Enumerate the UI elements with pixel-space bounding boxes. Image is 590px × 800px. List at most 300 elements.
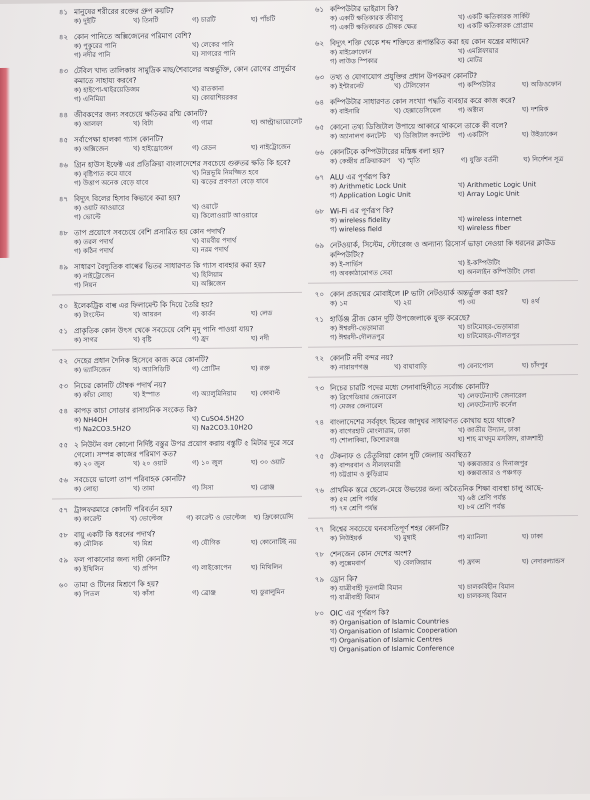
- answer-option: গ) কার্বন: [192, 309, 216, 318]
- answer-option: খ) টেলিফোন: [394, 81, 430, 90]
- options-group: [74, 118, 302, 129]
- question-text: মানুষের শরীরের রক্তের গ্রুপ কয়টি?: [74, 6, 174, 17]
- question-number: ৪৯: [58, 263, 68, 272]
- question: [52, 108, 302, 130]
- question-number: ৪৩: [58, 67, 68, 76]
- question-header: [52, 64, 302, 87]
- question-text: কোন প্রজন্মের মোবাইলে IP ভাটা নেটওয়ার্ক অন্তর্ভুক্ত করা হয়?: [330, 287, 508, 299]
- answer-option: ক) নাইট্রোজেন: [74, 271, 115, 281]
- answer-option: খ) বাঘাবাড়ি: [394, 362, 427, 371]
- question-number: ৫৮: [58, 531, 68, 540]
- answer-option: ঘ) ৮ম শ্রেণি পর্যন্ত: [458, 502, 506, 512]
- question-text: নেটওয়ার্ক, সিস্টেম, স্টোরেজ ও অন্যান্য রিসোর্স ভাড়া নেওয়া কি ধরনের ক্লাউড কম্পিউটিং?: [330, 238, 556, 260]
- question: [52, 133, 302, 155]
- question-header: [52, 438, 302, 461]
- question-number: ৬৮: [314, 207, 324, 216]
- section-divider: [52, 347, 302, 351]
- answer-option: খ) বায়বীয় পদার্থ: [192, 236, 237, 245]
- answer-option: গ) ঈশ্বরদী-দৌলতপুর: [330, 332, 385, 342]
- question-text: কোনটিকে কম্পিউটারের মস্তিষ্ক বলা হয়?: [330, 146, 445, 157]
- section-divider: [52, 292, 302, 296]
- question-text: কাপড় কাচা সোডার রাসায়নিক সংকেত কি?: [74, 404, 198, 416]
- answer-option: ক) ২০ জুল: [74, 459, 105, 469]
- question: [52, 379, 302, 401]
- question-text: ALU এর পূর্ণরূপ কি?: [330, 171, 391, 182]
- question: [52, 192, 302, 223]
- question-number: ৭১: [314, 315, 324, 324]
- answer-option: ক) দুইটি: [74, 16, 96, 26]
- answer-option: খ) আয়রন: [133, 310, 162, 319]
- answer-option: ক) পুকুরের পানি: [74, 41, 117, 51]
- question-text: ইলেকট্রিক বাল্ব এর ফিলামেন্ট কি দিয়ে তৈরি হয়?: [74, 299, 214, 311]
- answer-option: গ) সিসা: [192, 483, 214, 492]
- question: [52, 324, 302, 351]
- question: [52, 64, 302, 105]
- answer-option: ঘ) Na2CO3.10H2O: [192, 423, 253, 432]
- options-group: [74, 236, 302, 256]
- answer-option: ঘ) কোয়াশিয়রকর: [192, 93, 238, 102]
- question-number: ৬১: [314, 5, 324, 14]
- options-group: [74, 414, 302, 434]
- options-group: [330, 297, 578, 309]
- answer-option: খ) তামা: [133, 484, 155, 493]
- options-group: [330, 582, 578, 603]
- answer-option: ক) হাইপো-থাইরয়েডিজম: [74, 85, 140, 95]
- question-number: ৭২: [314, 354, 324, 363]
- question-text: দেহের প্রধান দৈনিক হিসেবে কাজ করে কোনটি?: [74, 354, 209, 366]
- answer-option: গ) Application Logic Unit: [330, 190, 411, 200]
- answer-option: খ) কক্সবাজার ও দিনাজপুর: [458, 459, 528, 469]
- options-group: [330, 80, 578, 92]
- answer-option: গ) এনিমিয়া: [74, 94, 106, 104]
- question-text: নিচের চারটি পদের মধ্যে সেনাবাহিনীতে সর্বোচ্চ কোনটি?: [330, 381, 490, 393]
- answer-option: ক) ইন্টারনেট: [330, 82, 364, 91]
- answer-option: ঘ) নাইট্রোজেন: [251, 142, 291, 152]
- answer-option: ক) বান্দরবান ও নীলফামারী: [330, 460, 401, 470]
- answer-option: ঘ) নেদারল্যান্ডস: [522, 557, 565, 566]
- question-text: OIC এর পূর্ণরূপ কি?: [330, 607, 390, 618]
- question-text: টেকনাফ ও তেঁতুলিয়া কোন দুটি জেলায় অবস্থিত?: [330, 450, 472, 461]
- answer-option: গ) যৌগিক: [192, 538, 221, 547]
- answer-option: ক) লোহা: [74, 484, 99, 494]
- options-group: [330, 155, 578, 167]
- answer-option: খ) ডিজিটাল কনটেন্ট: [393, 131, 451, 140]
- question: [52, 404, 302, 435]
- answer-option: ক) সাগর: [74, 335, 98, 345]
- question-text: তথ্য ও যোগাযোগ প্রযুক্তির প্রধান উপকরণ কোনটি?: [330, 71, 478, 82]
- question-number: ৭৭: [314, 525, 324, 534]
- question-text: গ্রিন হাউস ইফেক্ট এর প্রতিক্রিয়া বাংলাদেশের সবচেয়ে গুরুতর ক্ষতি কি হবে?: [74, 157, 291, 170]
- options-group: [74, 483, 302, 494]
- answer-option: খ) হাইড্রোজেন: [133, 144, 173, 153]
- answer-option: খ) অ্যাসিডিটি: [133, 365, 170, 374]
- answer-option: খ) CuSO4.5H2O: [192, 414, 244, 423]
- answer-option: খ) তিনটি: [133, 16, 159, 25]
- answer-option: ঘ) লেড: [251, 309, 273, 318]
- answer-option: খ) লেফটেন্যান্ট জেনারেল: [458, 391, 527, 401]
- question-text: হার্ডিঞ্জ ব্রীজ কোন দুটি উপজেলাকে যুক্ত করেছে?: [330, 313, 470, 324]
- question: [308, 2, 578, 33]
- question-number: ৫৪: [58, 407, 68, 416]
- question-text: জীবকণের জন্য সবচেয়ে ক্ষতিকর রশ্মি কোনটি?: [74, 108, 208, 120]
- answer-option: ঘ) অক্সিজেন: [192, 279, 226, 288]
- section-divider: [52, 496, 302, 500]
- answer-option: খ) ৬ষ্ঠ শ্রেণি পর্যন্ত: [458, 493, 506, 503]
- answer-option: ক) তরল পদার্থ: [74, 237, 113, 247]
- question-number: ৫৬: [58, 476, 68, 485]
- answer-option: ক) NH4OH: [74, 415, 108, 425]
- question: [52, 528, 302, 550]
- answer-option: ক) ইথিলিন: [74, 564, 104, 574]
- question-number: ৫০: [58, 302, 68, 311]
- answer-option: গ) যুক্তি বর্তনী: [460, 155, 499, 165]
- answer-option: গ) wireless field: [330, 225, 382, 234]
- question-number: ৭৩: [314, 384, 324, 393]
- question: [52, 503, 302, 525]
- answer-option: গ) মেজর জেনারেল: [330, 401, 383, 411]
- answer-option: ক) ঈশ্বরদী-ভেড়ামারা: [330, 323, 385, 333]
- answer-option: গ) চারটি: [192, 15, 216, 24]
- question-number: ৪১: [58, 8, 68, 17]
- question-number: ৪৮: [58, 229, 68, 238]
- question-text: তাপ প্রয়োগে সবচেয়ে বেশি প্রসারিত হয় কোন পদার্থ?: [74, 226, 226, 238]
- answer-option: খ) ২০ ওয়াট: [133, 459, 167, 468]
- options-group: [74, 334, 302, 345]
- options-group: [330, 557, 578, 569]
- question: [308, 483, 578, 519]
- answer-option: ঘ) নরম পদার্থ: [192, 245, 229, 254]
- options-group: [330, 425, 578, 446]
- answer-option: খ) রাতকানা: [192, 84, 224, 93]
- options-group: [330, 12, 578, 33]
- answer-option: ঘ) Array Logic Unit: [458, 189, 520, 199]
- answer-option: খ) ভোল্টেজ: [130, 514, 163, 523]
- question-number: ৫২: [58, 357, 68, 366]
- answer-option: ক) বাগেরহাট মোংলারাম, ঢাকা: [330, 426, 410, 436]
- answer-option: ক) নিউইয়র্ক: [330, 534, 363, 543]
- answer-option: খ) বেলজিয়াম: [394, 558, 432, 567]
- options-group: [330, 214, 578, 235]
- question-number: ৭৬: [314, 486, 324, 495]
- question-text: কোনটি নদী বন্দর নয়?: [330, 352, 394, 363]
- question: [308, 170, 578, 201]
- options-group: [330, 130, 578, 142]
- answer-option: ঘ) wireless fiber: [458, 223, 511, 233]
- answer-option: ঘ) চালকসহ বিমান: [458, 591, 507, 601]
- options-group: [330, 391, 578, 412]
- answer-option: ক) ৫ম শ্রেণি পর্যন্ত: [330, 495, 378, 504]
- answer-option: ঘ) শাহ মাখদুম মসজিদ, রাজশাহী: [458, 434, 544, 444]
- question-number: ৮০: [314, 609, 324, 618]
- answer-option: ঘ) মিথিলিন: [251, 563, 283, 572]
- question: [308, 145, 578, 167]
- answer-option: ক) ব্রিগেডিয়ার জেনারেল: [330, 392, 397, 402]
- question: [308, 312, 578, 348]
- question: [308, 606, 578, 655]
- answer-option: ক) যাত্রীবাহী দুতগামী বিমান: [330, 583, 403, 593]
- question-number: ৭৮: [314, 550, 324, 559]
- answer-option: ঘ) ৪র্থ: [522, 297, 540, 306]
- answer-option: গ) লাইকোপেন: [192, 563, 232, 572]
- question-number: ৬৯: [314, 241, 324, 250]
- options-group: [74, 143, 302, 154]
- right-column: [308, 2, 578, 661]
- answer-option: ক) কেন্দ্রীয় প্রক্রিয়াকরণ: [330, 156, 391, 166]
- answer-option: খ) ওয়াটে: [192, 202, 218, 211]
- question-text: কম্পিউটার সাধারণত কোন সংখ্যা পদ্ধতি ব্যবহার করে কাজ করে?: [330, 95, 516, 107]
- answer-option: ক) ভ্যাসিজেন: [74, 365, 111, 375]
- answer-option: ঘ) চাটমোহর-দৌলতপুর: [458, 331, 520, 341]
- answer-option: ক) একটি ক্ষতিকারক জীবাণু: [330, 13, 403, 23]
- answer-option: খ) চালকবিহীন বিমান: [458, 582, 514, 592]
- answer-option: খ) লেকের পানি: [192, 40, 234, 49]
- options-group: [330, 493, 578, 514]
- answer-option: ঘ) ঢাকা: [522, 532, 543, 541]
- answer-option: ঘ) পাঁচটি: [251, 15, 276, 24]
- answer-option: গ) একটি ক্ষতিকারক চৌম্বক ক্ষেত্র: [330, 22, 417, 32]
- answer-option: ক) মৌলিক: [74, 539, 103, 549]
- question-text: প্রাথমিক স্তরে ছেলে-মেয়ে উভয়ের জন্য অবৈতনিক শিক্ষা ব্যবস্থা চালু আছে-: [330, 483, 544, 495]
- question-text: কোন পানিতে অক্সিজেনের পরিমাণ বেশি?: [74, 30, 192, 42]
- question-number: ৭৪: [314, 418, 324, 427]
- section-divider: [308, 374, 578, 378]
- question-text: বাংলাদেশের সর্ববৃহৎ হিমের জাদুঘর সাধারণত কোথায় হয়ে থাকে?: [330, 415, 516, 427]
- options-group: [74, 15, 302, 26]
- question: [52, 473, 302, 500]
- answer-option: ঘ) কক্সবাজার ও পঞ্চগড়: [458, 468, 522, 478]
- left-column: [52, 5, 302, 606]
- answer-option: ঘ) ব্রোঞ্জ: [251, 483, 275, 492]
- answer-option: ক) ১ম: [330, 299, 348, 308]
- question-text: টেবিল খাদ্য তালিকায় সামুদ্রিক মাছ/শৈবালের অন্তর্ভুক্তি, কোন রোগের প্রাদুর্ভাব কমাতে সাহায্য করবে?: [74, 63, 296, 86]
- answer-option: ঘ) অডিওফোন: [522, 80, 562, 89]
- question: [308, 572, 578, 603]
- question-number: ৪৫: [58, 136, 68, 145]
- answer-option: খ) ই-কম্পিউটিং: [458, 258, 501, 268]
- answer-option: ক) ই-সার্ভিস: [330, 260, 363, 269]
- answer-option: খ) মিশ্র: [133, 539, 153, 548]
- question: [308, 238, 578, 284]
- question: [52, 260, 302, 296]
- answer-option: ক) লুক্সেমবার্গ: [330, 559, 366, 568]
- question-number: ৬০: [58, 581, 68, 590]
- question-text: বিদ্যুৎ শক্তি থেকে শব্দ শক্তিতে রূপান্তরিত করা হয় কোন যন্ত্রের মাধ্যমে?: [330, 36, 530, 48]
- answer-option: গ) ৩য়: [458, 298, 476, 307]
- question-number: ৬৫: [314, 123, 324, 132]
- answer-option: ঘ) নির্দেশন সূত্র: [523, 155, 564, 164]
- options-group: [330, 105, 578, 117]
- question: [308, 522, 578, 544]
- answer-option: ঘ) ৩০ ওয়াট: [251, 458, 285, 467]
- question-number: ৭০: [314, 290, 324, 299]
- answer-option: গ) কঠিন পদার্থ: [74, 246, 114, 256]
- question-header: [308, 238, 578, 261]
- question-text: সর্বাপেক্ষা হালকা গ্যাস কোনটি?: [74, 134, 164, 145]
- answer-option: খ) স্মৃতি: [398, 156, 420, 165]
- answer-option: ঘ) লেফটেন্যান্ট কর্নেল: [458, 400, 517, 410]
- question-number: ৪৪: [58, 111, 68, 120]
- answer-option: ক) আলফা: [74, 119, 103, 129]
- answer-option: ক) অক্সিজেন: [74, 144, 109, 154]
- answer-option: খ) এমপ্লিফায়ার: [458, 46, 499, 56]
- question-text: ফল পাকানোর জন্য দায়ী কোনটি?: [74, 554, 171, 565]
- question-number: ৪৭: [58, 195, 68, 204]
- answer-option: খ) নিম্নভূমি নিমজ্জিত হবে: [192, 168, 259, 177]
- answer-option: গ) ম্যানিলা: [458, 532, 488, 542]
- options-group: [74, 40, 302, 60]
- answer-option: ক) পিতল: [74, 589, 100, 599]
- question-number: ৪২: [58, 33, 68, 42]
- question-number: ৫৭: [58, 506, 68, 515]
- question-text: বিদ্যুৎ বিলের হিসাব কিভাবে করা হয়?: [74, 193, 181, 204]
- answer-option: ঘ) কিলোওয়াট আওয়ারে: [192, 211, 258, 220]
- answer-option: গ) ৭ম শ্রেণি পর্যন্ত: [330, 504, 378, 513]
- answer-option: ঘ) উইডাকেন: [522, 130, 558, 139]
- answer-option: গ) অক্টাল: [458, 105, 484, 115]
- answer-option: ক) Organisation of Islamic Countries: [330, 617, 449, 627]
- answer-option: গ) চট্টগ্রাম ও কুড়িগ্রাম: [330, 469, 388, 479]
- answer-option: ঘ) অনলাইন কম্পিউটিং সেবা: [458, 267, 535, 277]
- answer-option: গ) একটিপি: [458, 130, 489, 140]
- answer-option: গ) ব্রোঞ্জ: [192, 588, 216, 597]
- options-group: [330, 361, 578, 373]
- options-group: [330, 258, 578, 279]
- question: [52, 354, 302, 376]
- answer-option: খ) চাটমোহর-ভেড়ামারা: [458, 322, 520, 332]
- answer-option: ঘ) ফ্রিকোয়েন্সি: [253, 512, 294, 522]
- answer-option: ক) অ্যানালগ কনটেন্ট: [330, 131, 386, 141]
- answer-option: ক) ওয়াট আওয়ারে: [74, 203, 125, 213]
- answer-option: ক) কাঁচা লোহা: [74, 390, 113, 400]
- answer-option: গ) নদীর পানি: [74, 50, 111, 60]
- answer-option: গ) ১০ জুল: [192, 458, 223, 467]
- answer-option: খ) একটি ক্ষতিকারক সার্কিট: [458, 12, 530, 22]
- answer-option: গ) লাউড স্পিকার: [330, 57, 378, 66]
- answer-option: ক) wireless fidelity: [330, 215, 391, 225]
- options-group: [74, 309, 302, 320]
- answer-option: গ) হ্রদ: [192, 334, 209, 343]
- question: [308, 204, 578, 235]
- answer-option: ঘ) দশমিক: [522, 105, 549, 114]
- answer-option: গ) অ্যালুমিনিয়াম: [192, 389, 237, 398]
- question: [308, 415, 578, 446]
- question: [308, 287, 578, 309]
- options-group: [74, 538, 302, 549]
- options-group: [330, 180, 578, 201]
- answer-option: ক) নারায়ণগঞ্জ: [330, 363, 369, 372]
- question-text: ট্রান্সফরমারে কোনটি পরিবর্তন হয়?: [74, 504, 173, 515]
- question: [308, 547, 578, 569]
- answer-option: ঘ) মোটর: [458, 55, 483, 65]
- question: [308, 120, 578, 142]
- answer-option: ক) বৃষ্টিপাত কমে যাবে: [74, 169, 132, 179]
- question: [308, 36, 578, 67]
- question-number: ৬৪: [314, 98, 324, 107]
- options-group: [330, 459, 578, 480]
- answer-option: ঘ) ডুরালুমিন: [251, 588, 285, 597]
- question-number: ৪৬: [58, 161, 68, 170]
- answer-option: গ) যাত্রীবাহী বিমান: [330, 593, 380, 602]
- question: [52, 438, 302, 470]
- section-divider: [308, 344, 578, 348]
- answer-option: ক) কারেন্ট: [74, 514, 102, 524]
- options-group: [74, 270, 302, 290]
- question: [308, 70, 578, 92]
- question: [308, 381, 578, 412]
- question-text: সাধারণ বৈদ্যুতিক বাল্বের ভিতর সাধারণত কি গ্যাস ব্যবহার করা হয়?: [74, 260, 266, 272]
- answer-option: খ) জাতীয় উদ্যান, ঢাকা: [458, 425, 521, 435]
- question-text: বায়ু একটি কি ধরনের পদার্থ?: [74, 529, 156, 540]
- question-text: Wi-Fi এর পূর্ণরূপ কি?: [330, 205, 394, 216]
- answer-option: গ) অবকাঠামোগত সেবা: [330, 268, 393, 278]
- question: [52, 30, 302, 61]
- options-group: [74, 364, 302, 375]
- answer-option: খ) প্রপিন: [133, 564, 158, 573]
- question: [52, 158, 302, 189]
- options-group: [330, 46, 578, 67]
- options-group: [74, 202, 302, 222]
- answer-option: গ) কম্পিউটার: [458, 80, 496, 90]
- answer-option: খ) Arithmetic Logic Unit: [458, 180, 537, 190]
- answer-option: গ) নিয়ন: [74, 280, 97, 290]
- question-number: ৫৯: [58, 556, 68, 565]
- answer-option: খ) wireless internet: [458, 214, 522, 224]
- options-group: [74, 389, 302, 400]
- question: [52, 299, 302, 321]
- question: [52, 553, 302, 575]
- options-group: [74, 84, 302, 104]
- question-text: বিশ্বের সবচেয়ে ঘনবসতিপূর্ণ শহর কোনটি?: [330, 523, 450, 534]
- answer-option: ঘ) রক্ত: [251, 364, 270, 373]
- question-text: সবচেয়ে ভালো তাপ পরিবাহক কোনটি?: [74, 474, 186, 485]
- options-group: [330, 532, 578, 544]
- question-number: ৬৩: [314, 73, 324, 82]
- answer-option: ঘ) চাঁদপুর: [522, 361, 548, 370]
- answer-option: খ) মুম্বাই: [394, 533, 416, 542]
- question-number: ৭৯: [314, 575, 324, 584]
- section-divider: [308, 515, 578, 519]
- question-text: নিচের কোনটি চৌম্বক পদার্থ নয়?: [74, 380, 167, 391]
- answer-option: গ) গামা: [192, 118, 213, 127]
- question: [52, 578, 302, 600]
- options-group: [74, 513, 302, 524]
- question-text: কম্পিউটার ভাইরাস কি?: [330, 3, 399, 14]
- question-number: ৫৫: [58, 441, 68, 450]
- answer-option: ক) টাংস্টেন: [74, 310, 105, 320]
- answer-option: ঘ) নদী: [251, 334, 270, 343]
- question: [308, 351, 578, 378]
- options-group: [330, 322, 578, 343]
- answer-option: খ) ইস্পাত: [133, 390, 160, 399]
- question-number: ৫১: [58, 327, 68, 336]
- answer-option: খ) ২য়: [394, 298, 412, 307]
- answer-option: খ) বিটা: [133, 119, 154, 128]
- answer-option: ঘ) Organisation of Islamic Conference: [330, 644, 455, 654]
- answer-option: খ) হেক্সাডেসিমেল: [394, 106, 441, 115]
- answer-option: ঘ) কোনোটিই নয়: [251, 537, 297, 547]
- question-number: ৬৭: [314, 173, 324, 182]
- red-margin-mark: [0, 68, 10, 258]
- options-group: [74, 168, 302, 188]
- question-text: তামা ও টিনের মিশ্রণে কি হয়?: [74, 579, 159, 590]
- options-group: [330, 616, 578, 655]
- question-text: কোনো তথ্য ডিজিটাল উপায়ে আকারে থাকলে তাকে কী বলে?: [330, 120, 508, 132]
- answer-option: খ) Organisation of Islamic Cooperation: [330, 626, 458, 636]
- question-number: ৭৫: [314, 452, 324, 461]
- answer-option: খ) হিলিয়াম: [192, 270, 223, 279]
- question-text: ২ নিউটন বল কোনো নির্দিষ্ট বস্তুর উপর প্রয়োগ করায় বস্তুটি ৫ মিটার দূরে সরে গেলো। সম্পন্ন কাজের পরিমাণ কত?: [74, 437, 294, 460]
- answer-option: গ) ভোল্টে: [74, 212, 101, 222]
